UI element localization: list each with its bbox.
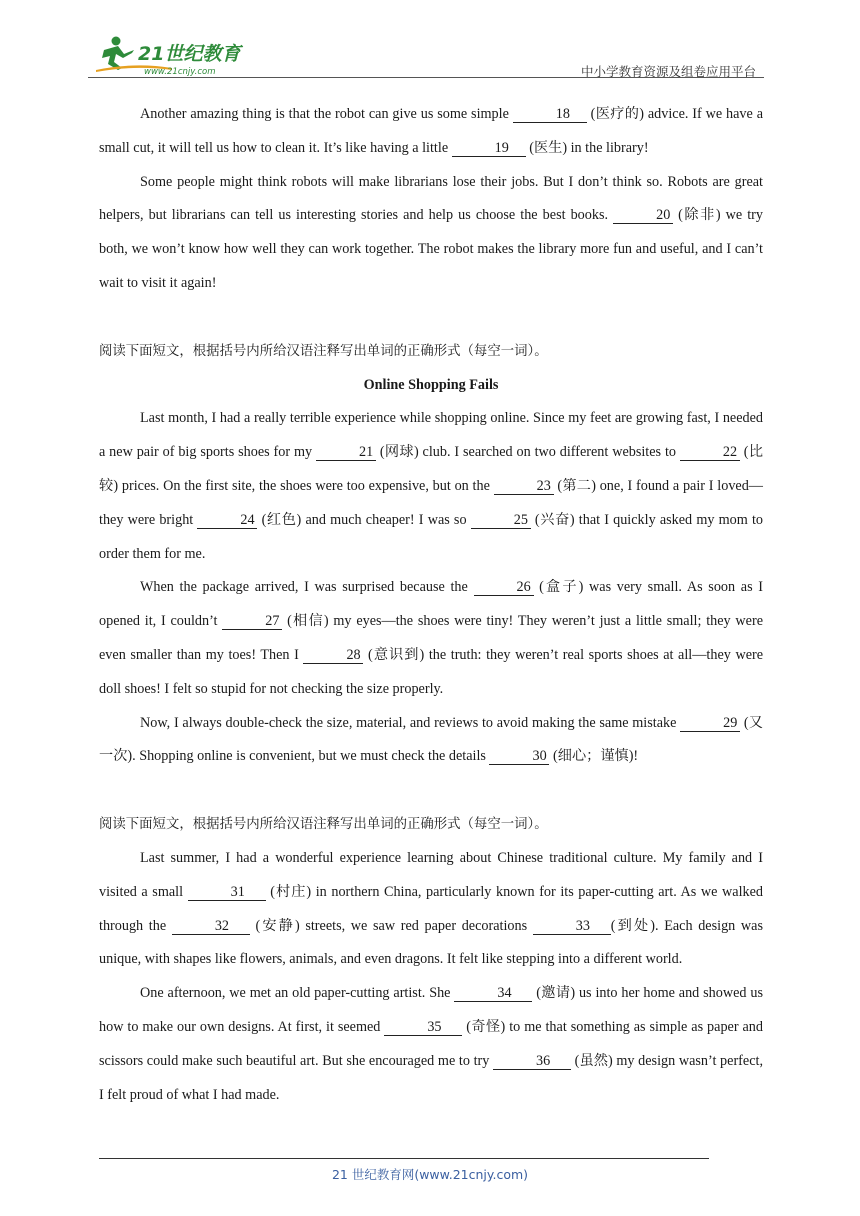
paragraph: Some people might think robots will make librarians lose their jobs. But I don’t think so. Robots are great helpers, but librarians can tell us interesting stories and help us choose the best books. 20 (除非) we try both, we won’t know how well they can work together. The robot makes the library more fun and useful, and I can’t wait to visit it again! — [99, 173, 763, 291]
paragraph: When the package arrived, I was surprised because the 26 (盒子) was very small. As soon as I opened it, I couldn’t 27 (相信) my eyes—the shoes were tiny! They weren’t just a little small; they were even smaller than my toes! Then I 28 (意识到) the truth: they weren’t real sports shoes at all—they were doll shoes! I felt so stupid for not checking the size properly. — [99, 579, 764, 697]
blank-20[interactable]: 20 — [613, 207, 673, 224]
paragraph: One afternoon, we met an old paper-cutting artist. She 34 (邀请) us into her home and showed us how to make our own designs. At first, it seemed 35 (奇怪) to me that something as simple as paper and scissors could make such beautiful art. But she encouraged me to try 36 (虽然) my design wasn’t perfect, I felt proud of what I had made. — [99, 985, 763, 1103]
blank-29[interactable]: 29 — [680, 715, 740, 732]
blank-27[interactable]: 27 — [222, 613, 282, 630]
logo-21cnjy — [94, 34, 264, 76]
passage-title: Online Shopping Fails — [363, 376, 499, 393]
section-instruction: 阅读下面短文，根据括号内所给汉语注释写出单词的正确形式（每空一词）。 — [99, 817, 548, 833]
blank-31[interactable]: 31 — [188, 884, 266, 901]
blank-36[interactable]: 36 — [493, 1053, 571, 1070]
blank-28[interactable]: 28 — [303, 647, 363, 664]
blank-24[interactable]: 24 — [197, 512, 257, 529]
header-divider — [88, 77, 764, 78]
blank-32[interactable]: 32 — [172, 918, 250, 935]
footer-site: 21 世纪教育网(www.21cnjy.com) — [331, 1167, 529, 1182]
blank-18[interactable]: 18 — [513, 106, 587, 123]
document-body — [99, 98, 763, 1112]
paragraph: Last month, I had a really terrible experience while shopping online. Since my feet are growing fast, I needed a new pair of big sports shoes for my 21 (网球) club. I searched on two different websites to 22 (比较) prices. On the first site, the shoes were too expensive, but on the 23 (第二) one, I found a pair I loved—they were bright 24 (红色) and much cheaper! I was so 25 (兴奋) that I quickly asked my mom to order them for me. — [99, 410, 764, 562]
blank-26[interactable]: 26 — [474, 579, 534, 596]
blank-34[interactable]: 34 — [454, 985, 532, 1002]
platform-name: 中小学教育资源及组卷应用平台 — [580, 64, 756, 79]
blank-25[interactable]: 25 — [471, 512, 531, 529]
paragraph: Now, I always double-check the size, material, and reviews to avoid making the same mistake 29 (又一次). Shopping online is convenient, but we must check the details 30 (细心；谨慎)! — [99, 714, 763, 765]
footer-divider — [99, 1158, 709, 1159]
blank-22[interactable]: 22 — [680, 444, 740, 461]
blank-21[interactable]: 21 — [316, 444, 376, 461]
paragraph: Another amazing thing is that the robot can give us some simple 18 (医疗的) advice. If we have a small cut, it will tell us how to clean it. It’s like having a little 19 (医生) in the library! — [99, 106, 763, 156]
blank-23[interactable]: 23 — [494, 478, 554, 495]
blank-19[interactable]: 19 — [452, 140, 526, 157]
section-instruction: 阅读下面短文，根据括号内所给汉语注释写出单词的正确形式（每空一词）。 — [99, 343, 548, 359]
svg-text:www.21cnjy.com: www.21cnjy.com — [144, 67, 216, 76]
blank-30[interactable]: 30 — [489, 748, 549, 765]
page-header — [88, 34, 764, 78]
blank-35[interactable]: 35 — [384, 1019, 462, 1036]
paragraph: Last summer, I had a wonderful experience learning about Chinese traditional culture. My family and I visited a small 31 (村庄) in northern China, particularly known for its paper-cutting art. As we walked through the 32 (安静) streets, we saw red paper decorations 33 (到处). Each design was unique, with shapes like flowers, animals, and even dragons. It felt like stepping into a different world. — [99, 849, 763, 968]
svg-text:21世纪教育: 21世纪教育 — [138, 43, 241, 65]
blank-33[interactable]: 33 — [533, 918, 611, 935]
